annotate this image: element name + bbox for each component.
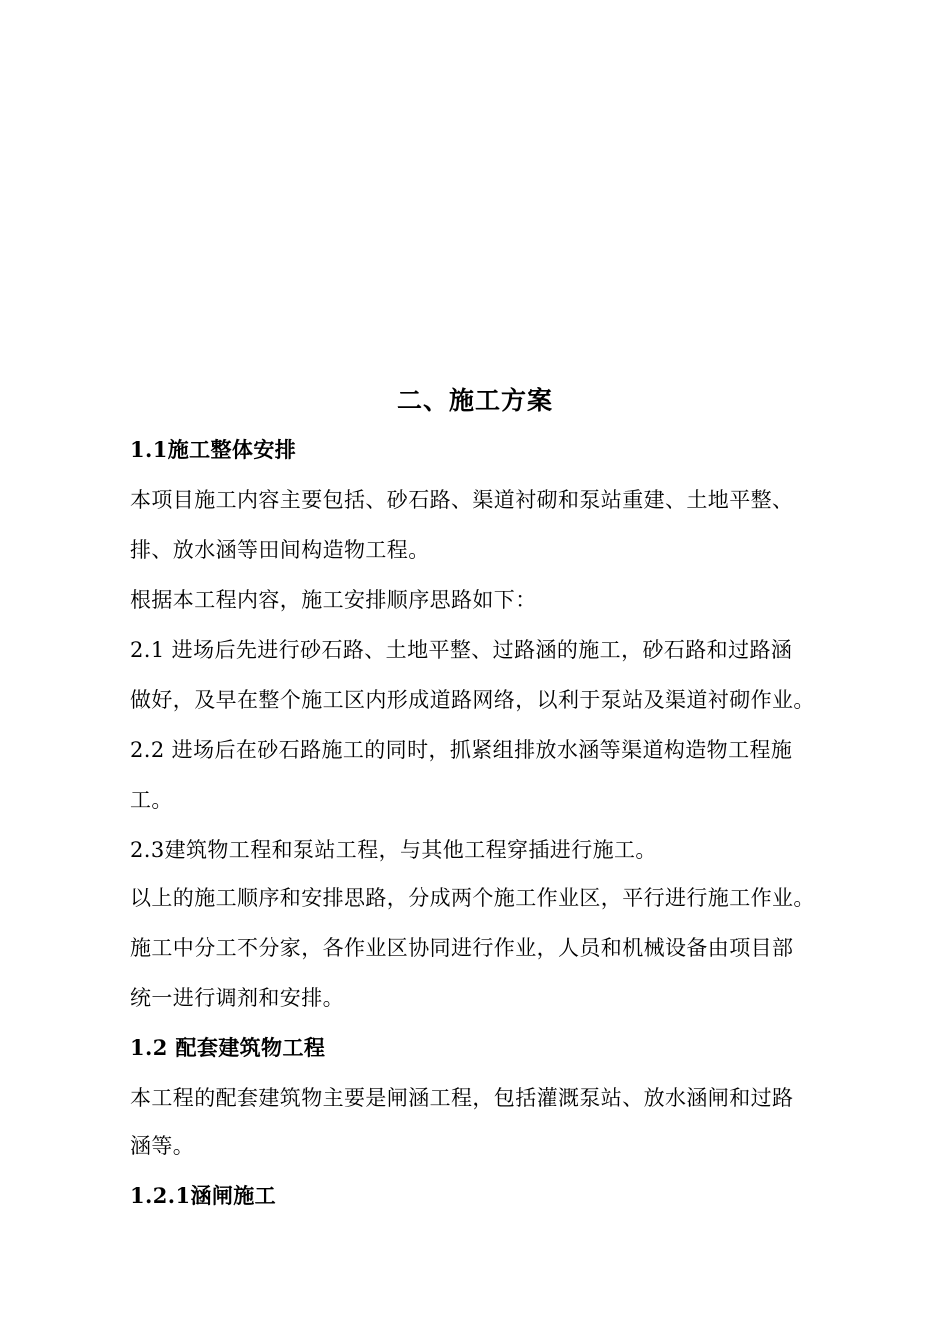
paragraph-line: 施工中分工不分家，各作业区协同进行作业，人员和机械设备由项目部 (130, 936, 794, 960)
paragraph-line: 2.2 进场后在砂石路施工的同时，抓紧组排放水涵等渠道构造物工程施 (130, 738, 793, 762)
paragraph-line: 2.3建筑物工程和泵站工程，与其他工程穿插进行施工。 (130, 838, 657, 862)
paragraph-line: 涵等。 (130, 1134, 195, 1158)
section-heading-1-1: 1.1施工整体安排 (130, 437, 297, 462)
paragraph-line: 排、放水涵等田间构造物工程。 (130, 538, 430, 562)
paragraph-line: 统一进行调剂和安排。 (130, 986, 344, 1010)
paragraph-line: 2.1 进场后先进行砂石路、土地平整、过路涵的施工，砂石路和过路涵 (130, 638, 793, 662)
page-title: 二、施工方案 (396, 386, 553, 415)
section-heading-1-2: 1.2 配套建筑物工程 (130, 1035, 326, 1060)
paragraph-line: 根据本工程内容，施工安排顺序思路如下： (130, 588, 537, 612)
section-heading-1-2-1: 1.2.1涵闸施工 (130, 1183, 277, 1208)
paragraph-line: 以上的施工顺序和安排思路，分成两个施工作业区，平行进行施工作业。 (130, 886, 815, 910)
paragraph-line: 工。 (130, 788, 173, 812)
paragraph-line: 做好，及早在整个施工区内形成道路网络，以利于泵站及渠道衬砌作业。 (130, 688, 815, 712)
paragraph-line: 本项目施工内容主要包括、砂石路、渠道衬砌和泵站重建、土地平整、 (130, 488, 794, 512)
paragraph-line: 本工程的配套建筑物主要是闸涵工程，包括灌溉泵站、放水涵闸和过路 (130, 1086, 794, 1110)
